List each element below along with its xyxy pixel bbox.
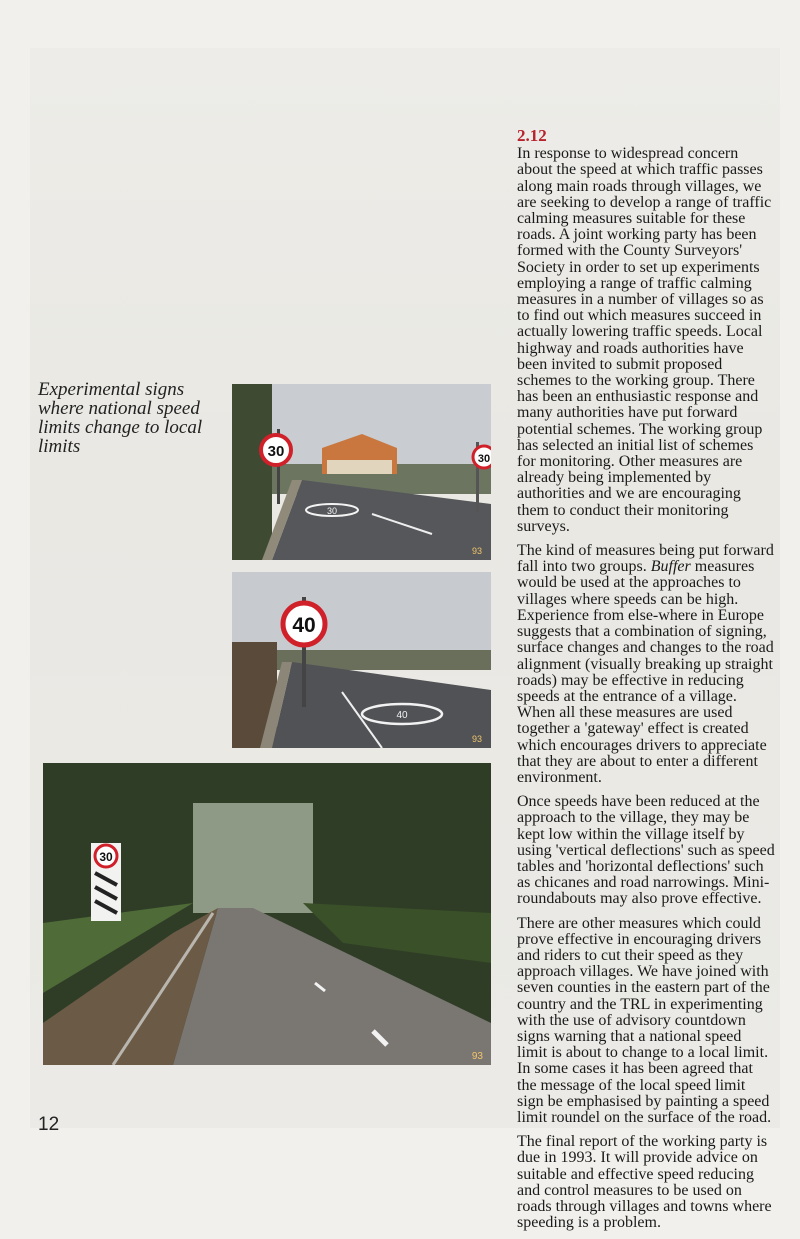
photo-speed-sign-40	[232, 572, 491, 748]
svg-text:40: 40	[396, 710, 408, 721]
svg-text:93: 93	[471, 546, 482, 556]
section-text	[517, 128, 775, 1239]
svg-text:30: 30	[267, 443, 285, 460]
photo-tree-lined-road	[43, 763, 491, 1065]
svg-text:93: 93	[471, 1051, 483, 1062]
svg-text:93: 93	[471, 734, 482, 744]
page-number: 12	[38, 1114, 60, 1135]
svg-text:30: 30	[99, 850, 113, 864]
paragraph-4: There are other measures which could prove effective in encouraging drivers and riders to cut their speed as they approach villages. We have joined with seven counties in the eastern part of the country and the TRL in experimenting with the use of advisory countdown signs warning that a national speed limit is about to change to a local limit. In some cases it has been agreed that the message of the local speed limit sign be emphasised by painting a speed limit roundel on the surface of the road.	[517, 914, 772, 1126]
photo-caption: Experimental signs where national speed limits change to local limits	[38, 379, 203, 457]
paragraph-2: The kind of measures being put forward fall into two groups. Buffer measures would be used at the approaches to villages where speeds can be high. Experience from else-where in Europe suggests that a combination of signing, surface changes and changes to the road alignment (visually breaking up straight roads) may be effective in reducing speeds at the entrance of a village. When all these measures are used together a 'gateway' effect is created which encourages drivers to appreciate that they are about to enter a different environment.	[517, 542, 774, 786]
paragraph-5: The final report of the working party is due in 1993. It will provide advice on suitable and effective speed reducing and control measures to be used on roads through villages and towns where speeding is a problem.	[517, 1133, 772, 1232]
photo-speed-signs-30	[232, 384, 491, 560]
paragraph-1: In response to widespread concern about the speed at which traffic passes along main roads through villages, we are seeking to develop a range of traffic calming measures suitable for these roads. A joint working party has been formed with the County Surveyors' Society in order to set up experiments employing a range of traffic calming measures in a number of villages so as to find out which measures succeed in actually lowering traffic speeds. Local highway and roads authorities have been invited to submit proposed schemes to the working group. There has been an enthusiastic response and many authorities have put forward potential schemes. The working group has selected an initial list of schemes for monitoring. Other measures are already being implemented by authorities and we are encouraging them to conduct their monitoring surveys.	[517, 145, 772, 535]
svg-text:30: 30	[477, 453, 491, 465]
section-number: 2.12	[517, 126, 547, 145]
paragraph-3: Once speeds have been reduced at the approach to the village, they may be kept low within the village itself by using 'vertical deflections' such as speed tables and 'horizontal deflections' such as chicanes and road narrowings. Mini-roundabouts may also prove effective.	[517, 793, 775, 908]
svg-text:30: 30	[326, 506, 338, 516]
svg-text:40: 40	[292, 614, 316, 637]
